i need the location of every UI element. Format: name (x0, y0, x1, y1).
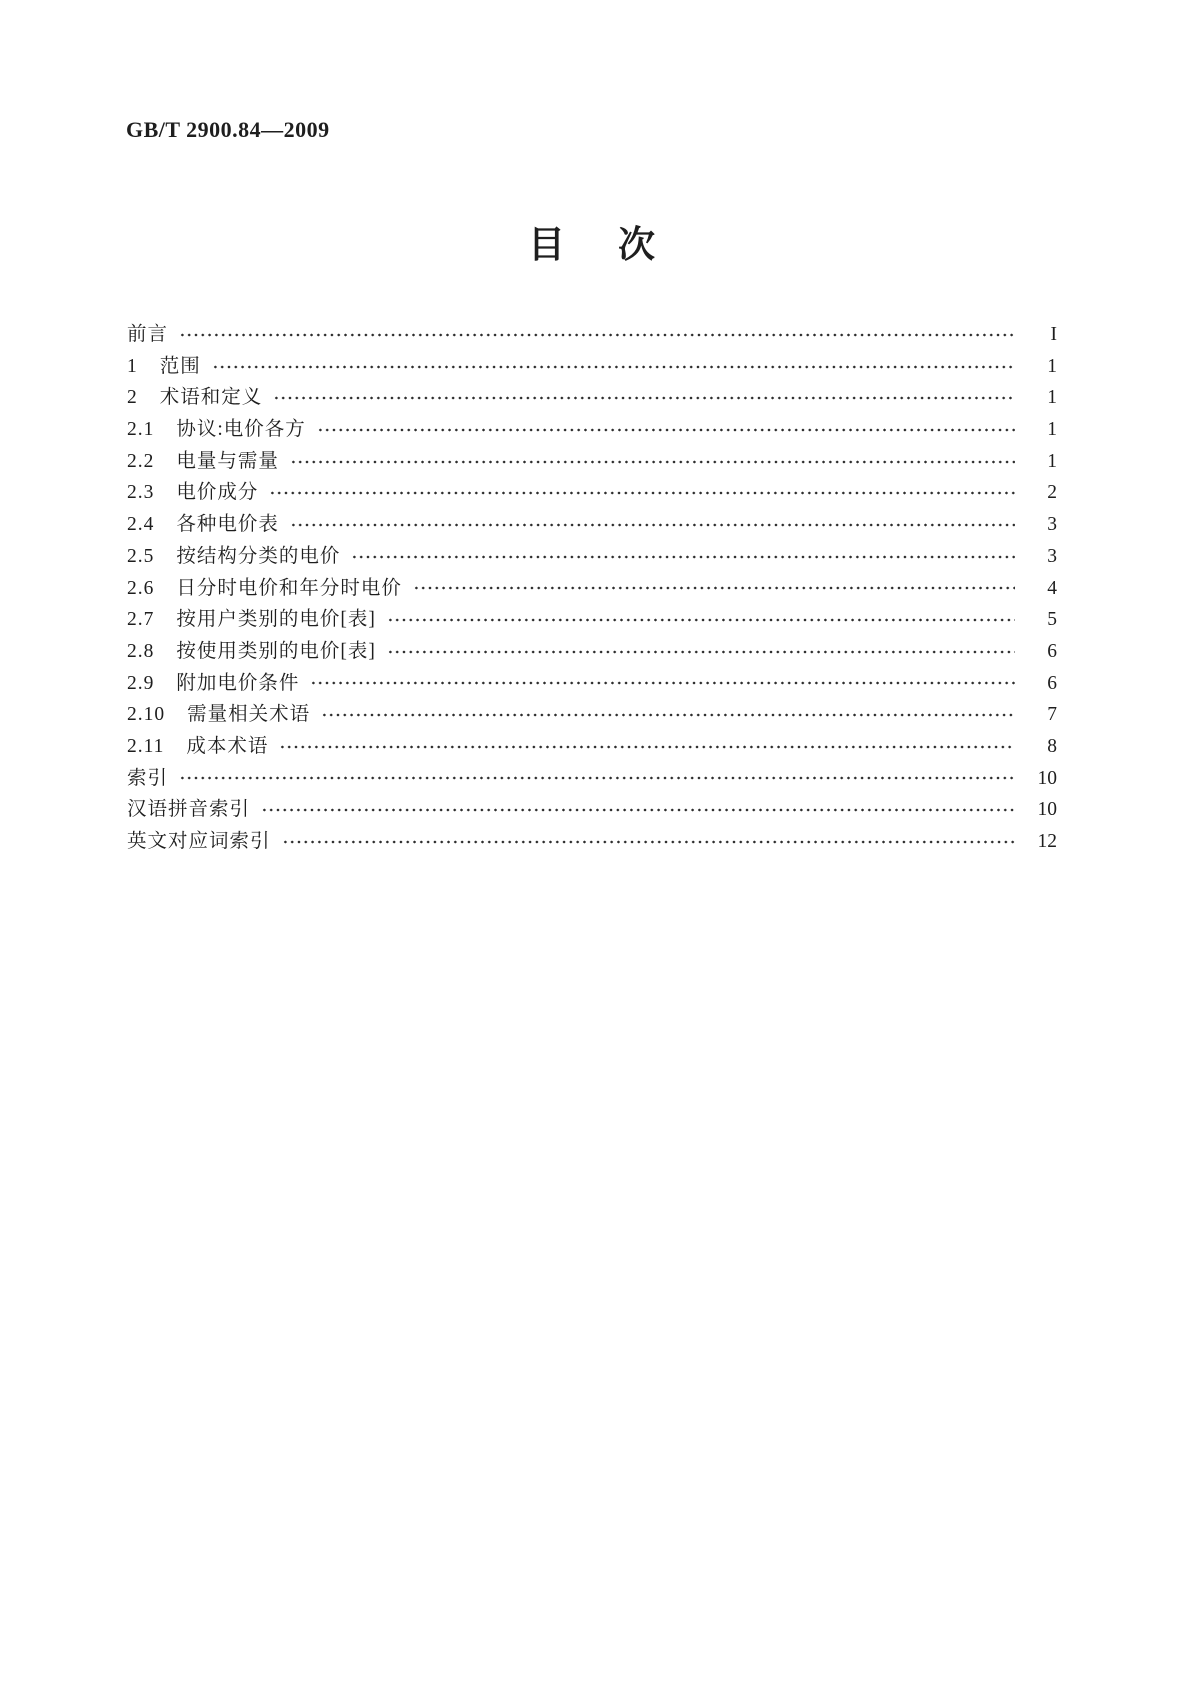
dot-leader (387, 636, 1015, 668)
toc-entry-label: 索引 (127, 767, 169, 789)
dot-leader (310, 668, 1015, 700)
toc-entry-number: 2.6 (127, 577, 155, 599)
toc-entry-label: 按使用类别的电价[表] (176, 640, 376, 662)
dot-leader (212, 351, 1015, 383)
toc-entry-page: 7 (1047, 704, 1057, 726)
toc-entry-label: 前言 (127, 324, 169, 345)
toc-entry (127, 604, 1057, 636)
toc-entry-label: 范围 (159, 355, 201, 377)
toc-entry-number: 2.4 (127, 514, 155, 536)
toc-entry-page: 2 (1047, 482, 1057, 504)
toc-entry-page: 4 (1047, 577, 1057, 599)
toc-entry-page: 3 (1047, 545, 1057, 567)
standard-number: GB/T 2900.84—2009 (126, 117, 330, 142)
toc-entry (127, 699, 1057, 731)
dot-leader (321, 699, 1015, 731)
toc-entry-page: 3 (1047, 514, 1057, 536)
toc-entry-label: 协议:电价各方 (176, 419, 306, 441)
dot-leader (290, 446, 1015, 478)
toc-entry-label: 术语和定义 (159, 387, 263, 409)
toc-entry (127, 794, 1057, 826)
dot-leader (179, 763, 1015, 795)
toc-entry (127, 351, 1057, 383)
toc-entry (127, 541, 1057, 573)
toc-entry-page: 1 (1047, 419, 1057, 441)
toc-entry-label: 按用户类别的电价[表] (176, 609, 376, 631)
page-title: 目 次 (528, 225, 663, 266)
toc-entry-label: 按结构分类的电价 (176, 545, 341, 567)
toc-entry-number: 2.2 (127, 450, 155, 472)
toc-entry-page: 6 (1047, 640, 1057, 662)
toc-entry-number: 2.10 (127, 704, 166, 726)
toc-entry (127, 573, 1057, 605)
toc-entry-page: 12 (1037, 831, 1057, 852)
toc-entry-label: 汉语拼音索引 (127, 799, 251, 821)
toc-entry (127, 826, 1057, 858)
toc-entry-number: 2.11 (127, 735, 165, 757)
toc-entry-page: 10 (1037, 799, 1057, 821)
toc-entry (127, 382, 1057, 414)
toc-entry-page: 1 (1047, 355, 1057, 377)
toc-entry-page: 8 (1047, 735, 1057, 757)
toc-entry (127, 414, 1057, 446)
dot-leader (273, 382, 1015, 414)
toc-entry-page: 1 (1047, 450, 1057, 472)
dot-leader (179, 319, 1015, 351)
toc-entry-label: 电量与需量 (176, 450, 279, 472)
toc-entry-page: 10 (1037, 767, 1057, 789)
toc-entry (127, 731, 1057, 763)
table-of-contents (127, 319, 1057, 858)
toc-entry-number: 2 (127, 387, 138, 409)
toc-entry-label: 电价成分 (176, 482, 259, 504)
dot-leader (290, 509, 1015, 541)
toc-entry-number: 2.5 (127, 545, 155, 567)
toc-entry (127, 509, 1057, 541)
dot-leader (282, 826, 1015, 858)
toc-entry-label: 需量相关术语 (187, 704, 311, 726)
toc-entry-label: 英文对应词索引 (127, 831, 271, 852)
dot-leader (351, 541, 1015, 573)
toc-entry-label: 成本术语 (186, 735, 269, 757)
toc-entry-page: 5 (1047, 609, 1057, 631)
dot-leader (317, 414, 1015, 446)
toc-entry (127, 763, 1057, 795)
toc-entry-number: 2.3 (127, 482, 155, 504)
dot-leader (279, 731, 1015, 763)
toc-entry-number: 1 (127, 355, 138, 377)
toc-entry-page: 6 (1047, 672, 1057, 694)
toc-entry-number: 2.9 (127, 672, 155, 694)
toc-entry (127, 668, 1057, 700)
toc-entry (127, 477, 1057, 509)
dot-leader (261, 794, 1015, 826)
toc-entry-label: 附加电价条件 (176, 672, 300, 694)
toc-entry-number: 2.1 (127, 419, 155, 441)
toc-entry-label: 各种电价表 (176, 514, 279, 536)
toc-entry (127, 319, 1057, 351)
toc-entry-page: 1 (1047, 387, 1057, 409)
toc-entry-number: 2.7 (127, 609, 155, 631)
toc-entry-page: I (1050, 324, 1057, 345)
dot-leader (387, 604, 1015, 636)
toc-entry-label: 日分时电价和年分时电价 (176, 577, 402, 599)
dot-leader (269, 477, 1015, 509)
dot-leader (413, 573, 1015, 605)
toc-entry (127, 446, 1057, 478)
toc-entry-number: 2.8 (127, 640, 155, 662)
toc-entry (127, 636, 1057, 668)
